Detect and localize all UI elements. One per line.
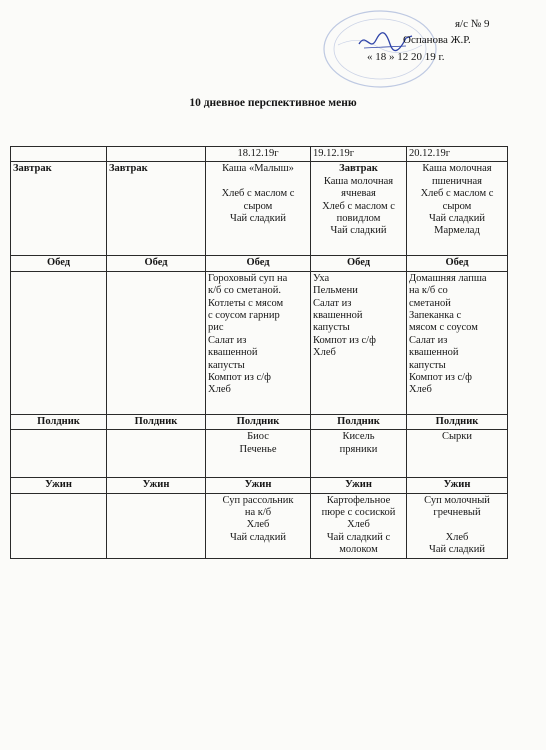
menu-line: Печенье bbox=[239, 443, 277, 455]
menu-cell bbox=[311, 162, 407, 256]
menu-cell bbox=[407, 493, 508, 558]
meal-label: Обед bbox=[206, 256, 311, 271]
menu-line: капусты bbox=[208, 359, 245, 371]
menu-line: Хлеб bbox=[208, 384, 231, 396]
menu-line: Гороховый суп на bbox=[208, 272, 288, 284]
date-header: 18.12.19г bbox=[206, 147, 311, 162]
table-row bbox=[11, 271, 508, 414]
menu-line: Салат из bbox=[409, 334, 448, 346]
meal-label: Завтрак bbox=[11, 162, 107, 256]
menu-line: гречневый bbox=[433, 507, 481, 519]
empty-cell bbox=[107, 430, 206, 478]
menu-line: Чай сладкий bbox=[230, 213, 286, 225]
menu-line: капусты bbox=[409, 359, 446, 371]
menu-line: Чай сладкий bbox=[230, 531, 286, 543]
menu-line: пряники bbox=[339, 443, 378, 455]
menu-line bbox=[208, 176, 308, 188]
menu-line: квашенной bbox=[313, 310, 363, 322]
menu-line: сыром bbox=[442, 200, 472, 212]
menu-line: Хлеб bbox=[313, 347, 336, 359]
meal-label: Полдник bbox=[107, 414, 206, 429]
menu-cell bbox=[206, 430, 311, 478]
menu-cell bbox=[311, 271, 407, 414]
menu-line: на к/б bbox=[244, 507, 272, 519]
table-row bbox=[11, 430, 508, 478]
menu-cell bbox=[206, 271, 311, 414]
table-row bbox=[11, 147, 508, 162]
menu-line: Чай сладкий bbox=[330, 225, 387, 237]
meal-label: Ужин bbox=[11, 478, 107, 493]
menu-line: Сырки bbox=[441, 431, 473, 443]
menu-line: Картофельное bbox=[326, 494, 391, 506]
meal-label: Обед bbox=[107, 256, 206, 271]
menu-line: Мармелад bbox=[434, 225, 480, 237]
menu-line: Хлеб с маслом с bbox=[420, 188, 494, 200]
menu-line: Суп рассольник bbox=[222, 494, 294, 506]
table-row bbox=[11, 493, 508, 558]
menu-line: Каша молочная bbox=[422, 163, 492, 175]
menu-heading: Завтрак bbox=[339, 163, 378, 175]
menu-line: на к/б со bbox=[409, 285, 448, 297]
menu-line: Хлеб с маслом с bbox=[322, 200, 395, 212]
document-title: 10 дневное перспективное меню bbox=[189, 97, 357, 109]
menu-line: Котлеты с мясом bbox=[208, 297, 284, 309]
meal-label: Ужин bbox=[407, 478, 508, 493]
meal-label: Ужин bbox=[107, 478, 206, 493]
menu-line: молоком bbox=[339, 544, 378, 556]
menu-line: Хлеб с маслом с bbox=[221, 188, 295, 200]
menu-line: Компот из с/ф bbox=[208, 372, 271, 384]
table-row bbox=[11, 478, 508, 493]
menu-line: Чай сладкий bbox=[429, 544, 485, 556]
menu-line: мясом с соусом bbox=[409, 322, 478, 334]
menu-line: к/б со сметаной. bbox=[208, 285, 281, 297]
menu-line: Пельмени bbox=[313, 285, 358, 297]
menu-line: Биос bbox=[247, 431, 269, 443]
menu-cell bbox=[206, 493, 311, 558]
empty-cell bbox=[11, 430, 107, 478]
menu-line: Чай сладкий bbox=[429, 213, 485, 225]
menu-line: Уха bbox=[313, 272, 330, 284]
meal-label: Обед bbox=[311, 256, 407, 271]
menu-line: с соусом гарнир bbox=[208, 310, 280, 322]
menu-line: Салат из bbox=[208, 334, 247, 346]
menu-line: ячневая bbox=[341, 188, 376, 200]
menu-cell bbox=[407, 162, 508, 256]
meal-label: Обед bbox=[407, 256, 508, 271]
menu-line: Хлеб bbox=[347, 519, 370, 531]
menu-line: Хлеб bbox=[445, 531, 469, 543]
menu-line: Каша молочная bbox=[323, 175, 394, 187]
menu-cell bbox=[311, 430, 407, 478]
menu-cell bbox=[206, 162, 311, 256]
menu-line: квашенной bbox=[208, 347, 258, 359]
menu-line: квашенной bbox=[409, 347, 459, 359]
menu-line: Кисель bbox=[342, 431, 375, 443]
approval-block bbox=[0, 0, 546, 80]
date-header: 20.12.19г bbox=[407, 147, 508, 162]
menu-line: Запеканка с bbox=[409, 310, 462, 322]
director-name: Оспанова Ж.Р. bbox=[403, 34, 471, 46]
table-row bbox=[11, 256, 508, 271]
menu-line: капусты bbox=[313, 322, 350, 334]
menu-line: Домашняя лапша bbox=[409, 272, 487, 284]
menu-cell bbox=[407, 271, 508, 414]
menu-line bbox=[409, 519, 505, 531]
table-row bbox=[11, 162, 508, 256]
menu-line: Хлеб bbox=[409, 384, 432, 396]
menu-line: пшеничная bbox=[432, 175, 482, 187]
empty-cell bbox=[11, 493, 107, 558]
menu-line: Чай сладкий с bbox=[326, 531, 391, 543]
menu-cell bbox=[407, 430, 508, 478]
menu-line: Компот из с/ф bbox=[409, 372, 472, 384]
empty-cell bbox=[107, 271, 206, 414]
approval-date: « 18 » 12 20 19 г. bbox=[367, 51, 445, 63]
meal-label: Завтрак bbox=[107, 162, 206, 256]
empty-cell bbox=[107, 147, 206, 162]
menu-line: рис bbox=[208, 322, 224, 334]
menu-line: сыром bbox=[243, 200, 273, 212]
kindergarten-number: я/с № 9 bbox=[455, 18, 490, 30]
meal-label: Полдник bbox=[407, 414, 508, 429]
meal-label: Ужин bbox=[206, 478, 311, 493]
meal-label: Обед bbox=[11, 256, 107, 271]
empty-cell bbox=[11, 271, 107, 414]
menu-line: Хлеб bbox=[246, 519, 270, 531]
meal-label: Ужин bbox=[311, 478, 407, 493]
menu-line: Салат из bbox=[313, 297, 352, 309]
meal-label: Полдник bbox=[206, 414, 311, 429]
menu-line: сметаной bbox=[409, 297, 451, 309]
table-row bbox=[11, 414, 508, 429]
meal-label: Полдник bbox=[11, 414, 107, 429]
menu-line: повидлом bbox=[336, 213, 381, 225]
menu-line: Каша «Малыш» bbox=[222, 163, 294, 175]
menu-line: Компот из с/ф bbox=[313, 334, 376, 346]
menu-line: пюре с сосиской bbox=[321, 507, 396, 519]
empty-cell bbox=[11, 147, 107, 162]
meal-label: Полдник bbox=[311, 414, 407, 429]
empty-cell bbox=[107, 493, 206, 558]
menu-cell bbox=[311, 493, 407, 558]
date-header: 19.12.19г bbox=[311, 147, 407, 162]
menu-line: Суп молочный bbox=[424, 494, 490, 506]
menu-table bbox=[10, 146, 508, 559]
